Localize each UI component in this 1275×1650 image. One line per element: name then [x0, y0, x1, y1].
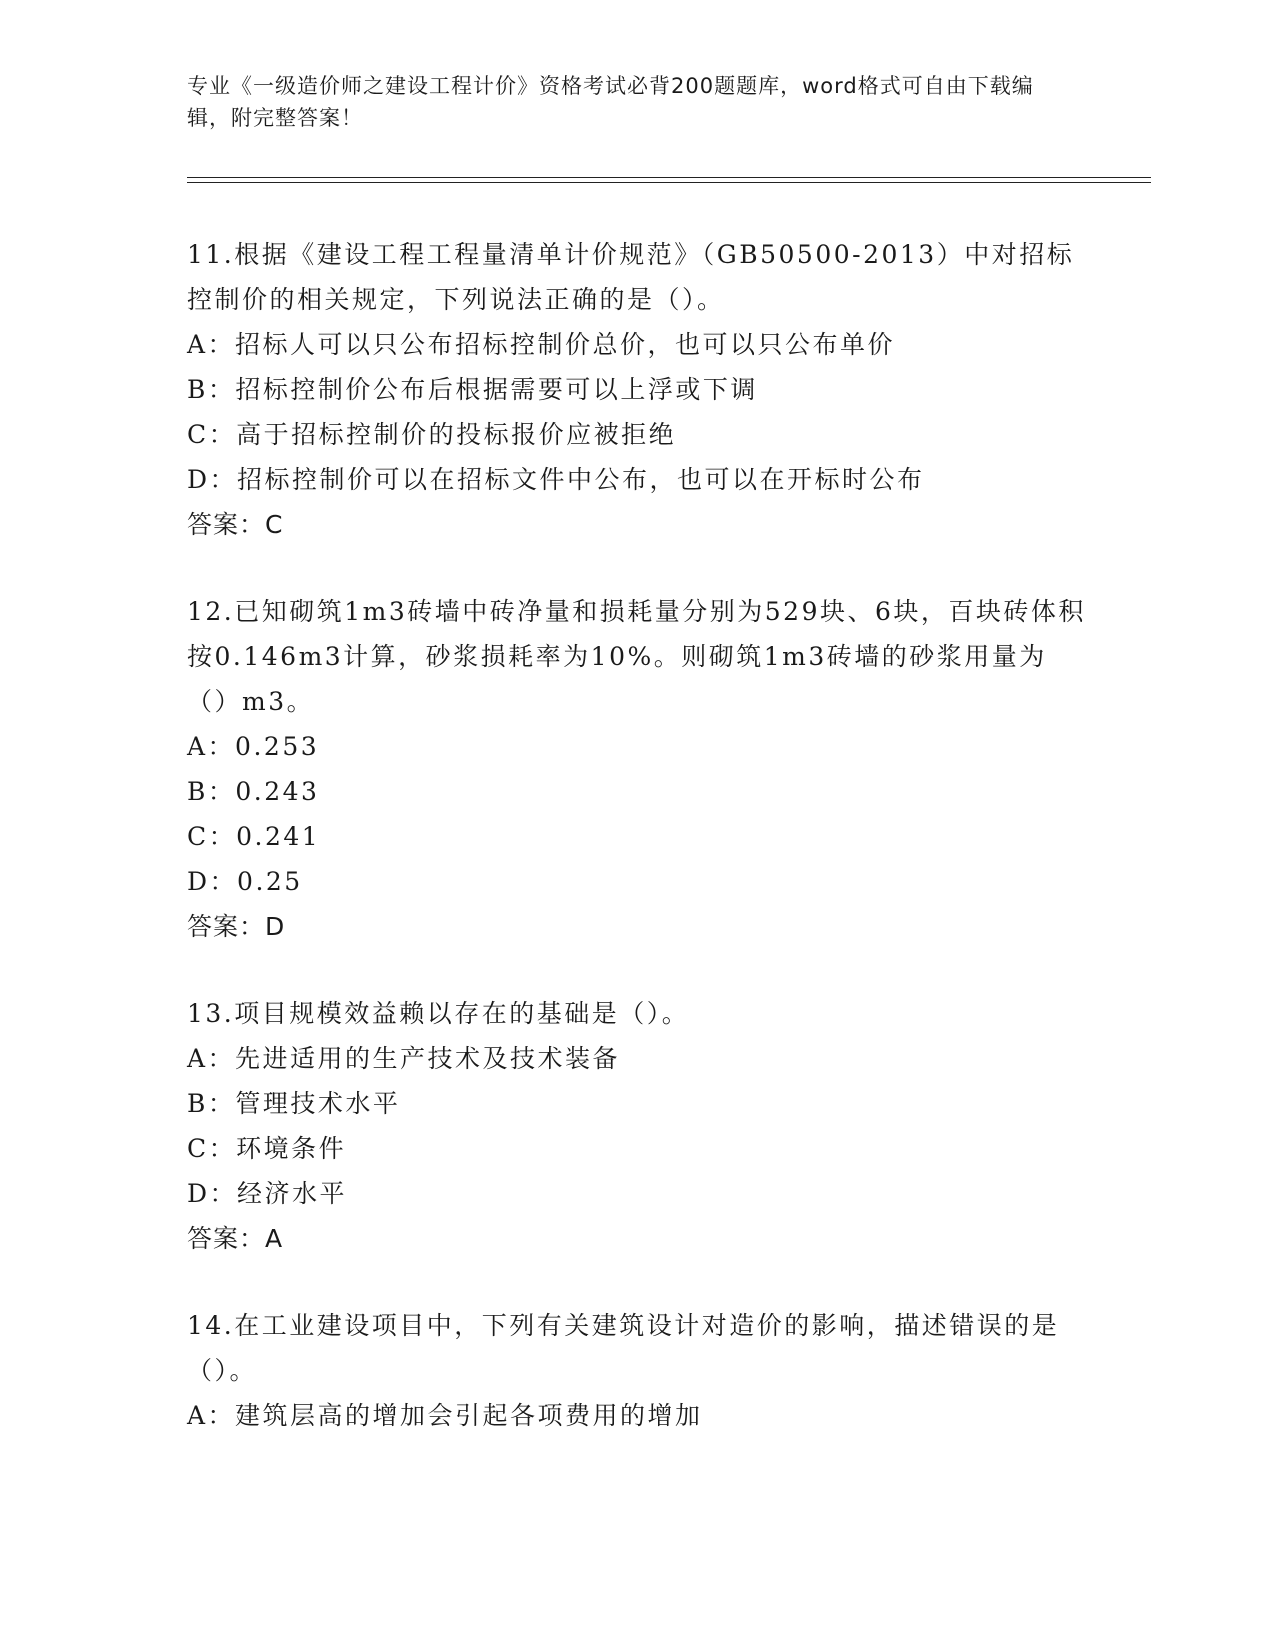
- header-divider-top: [187, 177, 1151, 178]
- option-c: C：高于招标控制价的投标报价应被拒绝: [187, 420, 677, 449]
- answer: 答案：D: [187, 912, 286, 941]
- option-d: D：0.25: [187, 867, 303, 896]
- option-c: C：环境条件: [187, 1134, 347, 1163]
- option-a: A：先进适用的生产技术及技术装备: [187, 1044, 621, 1073]
- option-a: A：0.253: [187, 732, 320, 761]
- option-a: A：招标人可以只公布招标控制价总价，也可以只公布单价: [187, 330, 896, 359]
- option-a: A：建筑层高的增加会引起各项费用的增加: [187, 1401, 703, 1430]
- option-b: B：管理技术水平: [187, 1089, 401, 1118]
- question-text: 11.根据《建设工程工程量清单计价规范》（GB50500-2013）中对招标控制价的相关规定，下列说法正确的是（）。: [187, 240, 1075, 314]
- question-14: [187, 1303, 1087, 1438]
- option-b: B：招标控制价公布后根据需要可以上浮或下调: [187, 375, 758, 404]
- question-13: [187, 991, 1087, 1261]
- question-11: [187, 232, 1087, 547]
- question-text: 12.已知砌筑1m3砖墙中砖净量和损耗量分别为529块、6块，百块砖体积按0.146m3计算，砂浆损耗率为10%。则砌筑1m3砖墙的砂浆用量为（）m3。: [187, 597, 1086, 716]
- header-divider-bottom: [187, 182, 1151, 183]
- document-header: 专业《一级造价师之建设工程计价》资格考试必背200题题库，word格式可自由下载编辑，附完整答案！: [187, 74, 1034, 130]
- question-list: [187, 232, 1087, 1480]
- answer: 答案：A: [187, 1224, 284, 1253]
- option-b: B：0.243: [187, 777, 320, 806]
- option-c: C：0.241: [187, 822, 321, 851]
- option-d: D：招标控制价可以在招标文件中公布，也可以在开标时公布: [187, 465, 925, 494]
- answer: 答案：C: [187, 510, 284, 539]
- question-text: 14.在工业建设项目中，下列有关建筑设计对造价的影响，描述错误的是（）。: [187, 1311, 1060, 1385]
- question-text: 13.项目规模效益赖以存在的基础是（）。: [187, 999, 690, 1028]
- question-12: [187, 589, 1087, 949]
- option-d: D：经济水平: [187, 1179, 348, 1208]
